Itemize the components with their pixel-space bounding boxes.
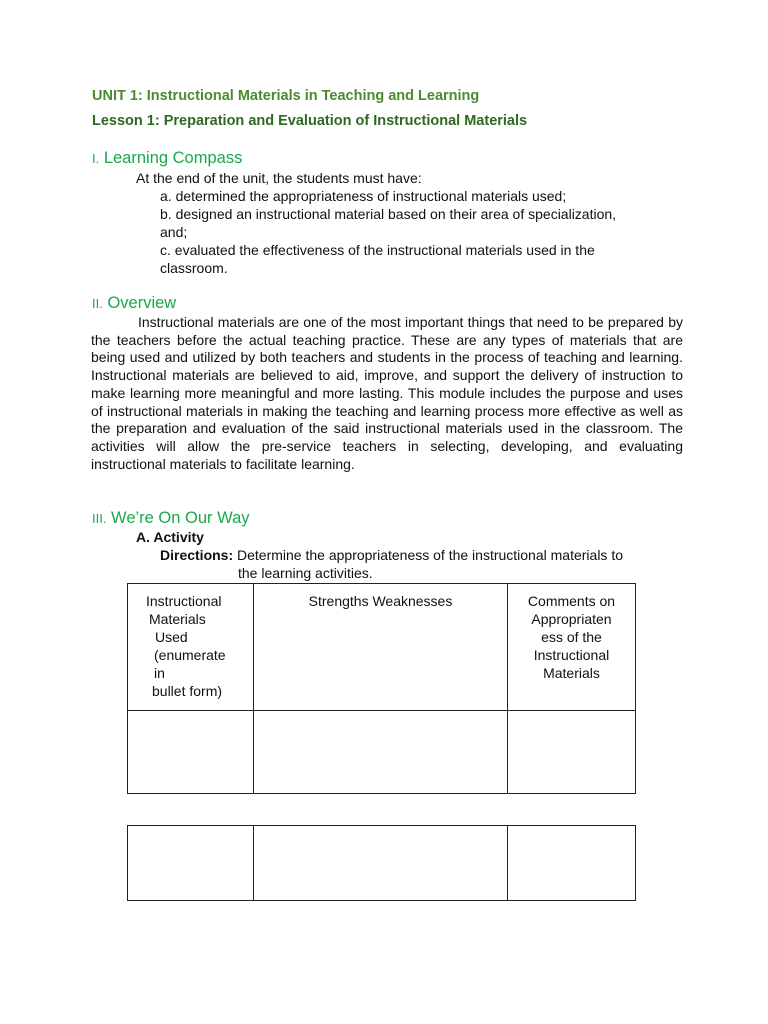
header-line: Used xyxy=(155,629,188,645)
table-cell[interactable] xyxy=(254,711,508,794)
header-cell-comments xyxy=(508,584,636,711)
header-cell-strengths-weaknesses: Strengths Weaknesses xyxy=(254,584,508,711)
section-heading-overview xyxy=(92,294,176,313)
directions-text-continued: the learning activities. xyxy=(238,565,373,581)
header-line: Instructional xyxy=(146,593,222,609)
section-heading-were-on-our-way xyxy=(92,509,250,528)
objective-item: a. determined the appropriateness of instructional materials used; xyxy=(160,188,567,204)
header-line: bullet form) xyxy=(152,683,223,699)
table-cell[interactable] xyxy=(254,826,508,901)
table-cell[interactable] xyxy=(128,711,254,794)
header-line: (enumerate xyxy=(154,647,226,663)
objective-item: c. evaluated the effectiveness of the instructional materials used in the xyxy=(160,242,595,258)
header-line: Materials xyxy=(149,611,206,627)
table-header-row xyxy=(128,584,636,711)
directions-text: Determine the appropriateness of the instructional materials to xyxy=(233,547,623,563)
activity-table-continued xyxy=(127,825,636,901)
header-line: Materials xyxy=(543,665,600,681)
overview-paragraph: Instructional materials are one of the most important things that need to be prepared by the teachers before the actual teaching practice. These are any types of materials that are being used and utilized by both teachers and students in the process of teaching and learning. Instructional materials are believed to aid, improve, and support the delivery of instruction to make learning more meaningful and more lasting. This module includes the purpose and uses of instructional materials in making the teaching and learning process more effective as well as the preparation and evaluation of the said instructional materials used in the classroom. The activities will allow the pre-service teachers in selecting, developing, and evaluating instructional materials to facilitate learning. xyxy=(91,314,683,472)
objectives-list xyxy=(160,187,650,277)
section-title: Overview xyxy=(107,294,177,312)
section-numeral: III. xyxy=(92,511,107,526)
section-heading-learning-compass xyxy=(92,149,242,168)
header-cell-materials xyxy=(128,584,254,711)
header-line: Appropriaten xyxy=(531,611,612,627)
header-line: Instructional xyxy=(533,647,610,663)
table-cell[interactable] xyxy=(508,711,636,794)
activity-table xyxy=(127,583,636,794)
header-line: in xyxy=(154,665,165,681)
objective-item: b. designed an instructional material based on their area of specialization, xyxy=(160,206,617,222)
activity-label: A. Activity xyxy=(136,529,204,545)
table-row xyxy=(128,711,636,794)
section-numeral: II. xyxy=(92,296,103,311)
objective-item: classroom. xyxy=(160,260,228,276)
table-cell[interactable] xyxy=(128,826,254,901)
section-title: Learning Compass xyxy=(103,149,243,167)
table-cell[interactable] xyxy=(508,826,636,901)
unit-title: UNIT 1: Instructional Materials in Teaching and Learning xyxy=(92,88,480,104)
section-title: We’re On Our Way xyxy=(111,509,250,527)
directions-line xyxy=(160,546,623,564)
objective-item: and; xyxy=(160,224,188,240)
directions-label: Directions: xyxy=(160,547,234,563)
section-numeral: I. xyxy=(92,151,100,166)
header-line: ess of the xyxy=(541,629,602,645)
lesson-title: Lesson 1: Preparation and Evaluation of Instructional Materials xyxy=(92,113,528,129)
table-row xyxy=(128,826,636,901)
objectives-intro: At the end of the unit, the students must have: xyxy=(136,170,422,186)
header-line: Comments on xyxy=(527,593,616,609)
